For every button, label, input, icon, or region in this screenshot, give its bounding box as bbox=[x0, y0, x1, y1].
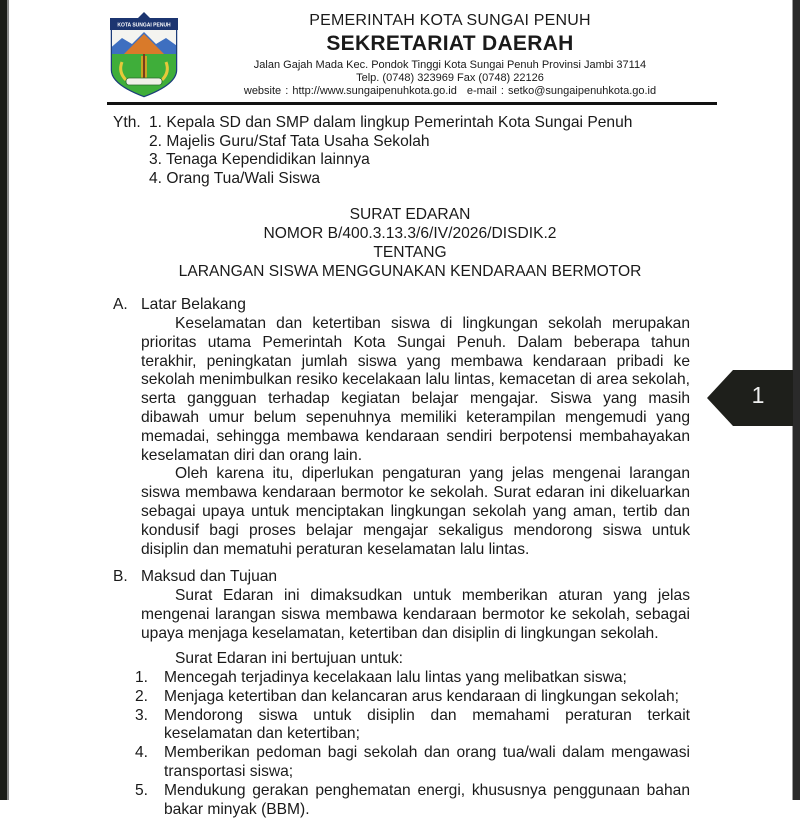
goal-item bbox=[135, 707, 690, 745]
section-b-body bbox=[141, 587, 690, 643]
goals-list bbox=[135, 669, 690, 819]
website-link[interactable]: website : http://www.sungaipenuhkota.go.id bbox=[243, 85, 457, 97]
title-about: TENTANG bbox=[373, 244, 447, 261]
goal-text: Memberikan pedoman bagi sekolah dan orang tua/wali dalam mengawasi transportasi siswa; bbox=[164, 744, 690, 780]
viewer-left-edge bbox=[0, 0, 7, 800]
section-a-heading bbox=[113, 296, 246, 315]
recipients-label: Yth. bbox=[113, 114, 141, 131]
letterhead bbox=[190, 10, 710, 97]
viewer-right-edge bbox=[793, 0, 800, 800]
title-subject: LARANGAN SISWA MENGGUNAKAN KENDARAAN BERMOTOR bbox=[178, 263, 642, 280]
office-contact bbox=[190, 85, 710, 97]
goal-text: Mencegah terjadinya kecelakaan lalu lintas yang melibatkan siswa; bbox=[164, 669, 627, 686]
logo-text: KOTA SUNGAI PENUH bbox=[117, 22, 171, 29]
city-emblem-logo bbox=[108, 10, 180, 98]
paragraph: Oleh karena itu, diperlukan pengaturan yang jelas mengenai larangan siswa membawa kendaraan bermotor ke sekolah. Surat edaran ini dikeluarkan sebagai upaya untuk menciptakan lingkungan sekolah yang aman, tertib dan kondusif bagi proses belajar mengajar sekaligus mendorong siswa untuk disiplin dan mematuhi peraturan keselamatan lalu lintas. bbox=[141, 465, 690, 558]
section-title: Latar Belakang bbox=[141, 296, 246, 313]
government-name: PEMERINTAH KOTA SUNGAI PENUH bbox=[309, 12, 591, 29]
recipients-list bbox=[149, 114, 669, 188]
section-letter: A. bbox=[113, 296, 128, 313]
title-type: SURAT EDARAN bbox=[349, 206, 471, 223]
goal-item bbox=[135, 782, 690, 819]
goal-item bbox=[135, 669, 690, 688]
email-link[interactable]: e-mail : setko@sungaipenuhkota.go.id bbox=[466, 85, 657, 97]
recipient-item: 3. Tenaga Kependidikan lainnya bbox=[149, 151, 370, 169]
paragraph: Keselamatan dan ketertiban siswa di lingkungan sekolah merupakan prioritas utama Pemerintah Kota Sungai Penuh. Dalam beberapa tahun terakhir, peningkatan jumlah siswa yang membawa kendaraan pribadi ke sekolah menimbulkan resiko kecelakaan lalu lintas, kemacetan di area sekolah, serta gangguan terhadap kegiatan belajar mengajar. Siswa yang masih dibawah umur belum sepenuhnya memiliki keterampilan mengemudi yang memadai, sehingga membawa kendaraan sendiri berpotensi membahayakan keselamatan diri dan orang lain. bbox=[141, 315, 690, 464]
section-b-heading bbox=[113, 568, 277, 587]
section-a-body bbox=[141, 315, 690, 559]
section-letter: B. bbox=[113, 568, 128, 585]
goal-item bbox=[135, 688, 690, 707]
title-number: NOMOR B/400.3.13.3/6/IV/2026/DISDIK.2 bbox=[263, 225, 557, 242]
goal-number: 3. bbox=[135, 706, 149, 724]
goal-item bbox=[135, 744, 690, 782]
office-name: SEKRETARIAT DAERAH bbox=[326, 32, 574, 55]
document-title bbox=[140, 205, 680, 281]
office-address: Jalan Gajah Mada Kec. Pondok Tinggi Kota Sungai Penuh Provinsi Jambi 37114 bbox=[253, 59, 647, 71]
recipient-item: 1. Kepala SD dan SMP dalam lingkup Pemerintah Kota Sungai Penuh bbox=[149, 114, 633, 131]
goal-text: Menjaga ketertiban dan kelancaran arus kendaraan di lingkungan sekolah; bbox=[164, 687, 679, 705]
recipient-item: 4. Orang Tua/Wali Siswa bbox=[149, 169, 321, 187]
goal-number: 2. bbox=[135, 687, 149, 705]
page-number-tab[interactable] bbox=[707, 370, 793, 426]
goals-intro: Surat Edaran ini bertujuan untuk: bbox=[175, 650, 403, 667]
goal-number: 5. bbox=[135, 781, 149, 799]
section-title: Maksud dan Tujuan bbox=[141, 568, 278, 585]
goal-text: Mendorong siswa untuk disiplin dan memahami peraturan terkait keselamatan dan ketertiban; bbox=[164, 706, 690, 743]
goal-number: 4. bbox=[135, 744, 149, 762]
office-phone: Telp. (0748) 323969 Fax (0748) 22126 bbox=[356, 72, 544, 84]
goal-number: 1. bbox=[135, 669, 149, 686]
recipient-item: 2. Majelis Guru/Staf Tata Usaha Sekolah bbox=[149, 132, 430, 150]
page-number: 1 bbox=[751, 382, 765, 408]
letterhead-divider bbox=[107, 102, 717, 105]
paragraph: Surat Edaran ini dimaksudkan untuk memberikan aturan yang jelas mengenai larangan siswa membawa kendaraan bermotor ke sekolah, sebagai upaya menjaga keselamatan, ketertiban dan disiplin di lingkungan sekolah. bbox=[141, 587, 690, 642]
goal-text: Mendukung gerakan penghematan energi, khususnya penggunaan bahan bakar minyak (BBM). bbox=[164, 781, 690, 818]
